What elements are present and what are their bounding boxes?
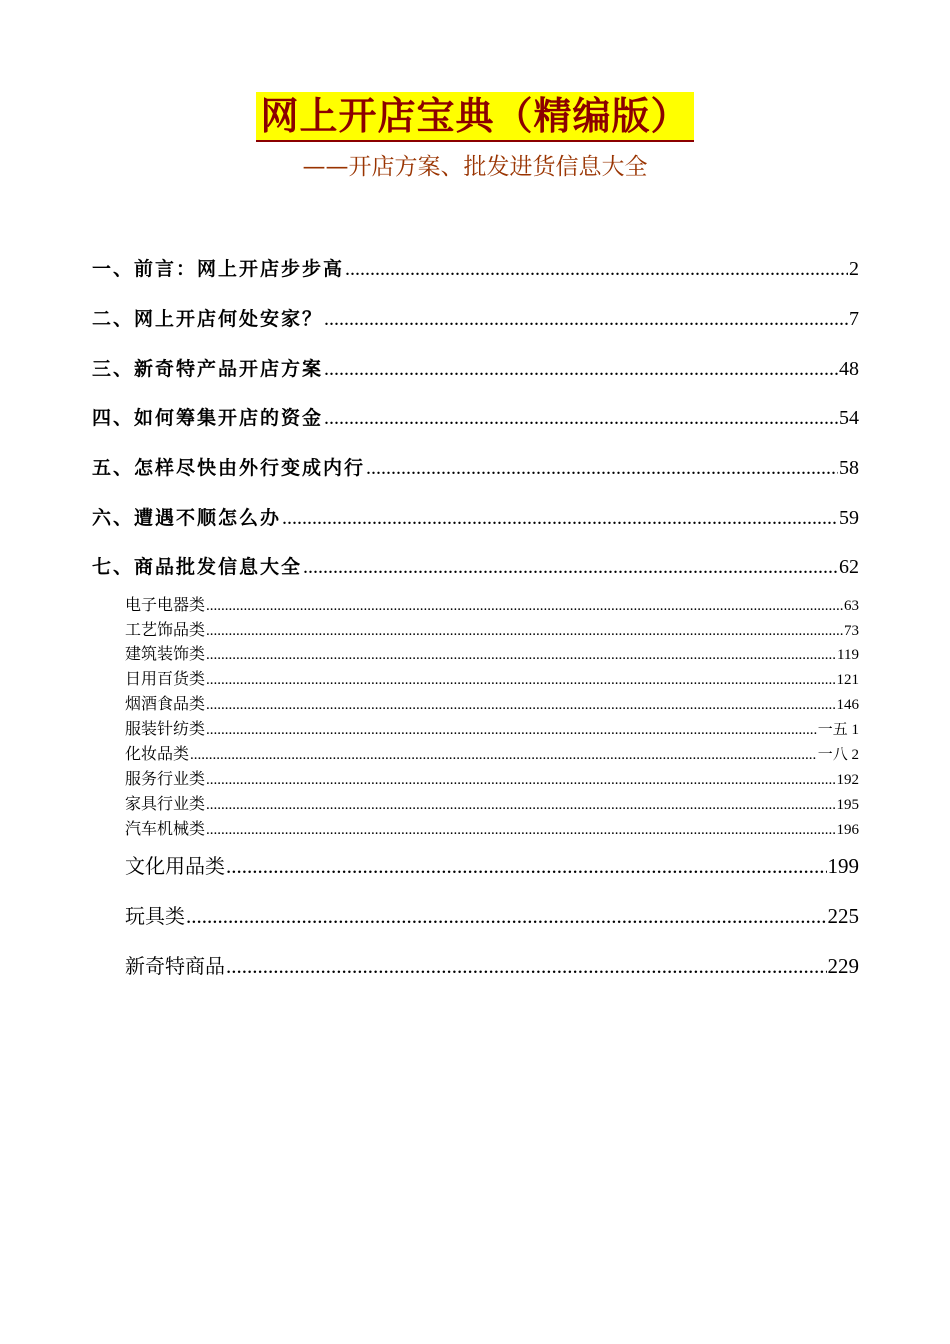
toc-entry[interactable]	[92, 254, 859, 281]
document-title: 网上开店宝典（精编版）	[256, 92, 693, 142]
toc-leader	[190, 747, 817, 764]
toc-subentry-label: 工艺饰品类	[125, 620, 206, 639]
toc-subentry-page: 195	[836, 797, 859, 813]
toc-subentry[interactable]	[125, 850, 859, 879]
document-subtitle: ——开店方案、批发进货信息大全	[302, 154, 648, 180]
toc-leader	[206, 672, 835, 689]
toc-subentry[interactable]	[125, 617, 859, 640]
toc-subentry-label: 新奇特商品	[125, 954, 225, 978]
toc-subentry-label: 玩具类	[125, 904, 185, 928]
toc-entry-label: 二、网上开店何处安家？	[92, 308, 324, 330]
toc-leader	[206, 647, 836, 664]
toc-entry-label: 六、遭遇不顺怎么办	[92, 507, 282, 529]
toc-entry-page: 7	[849, 308, 859, 330]
toc-leader	[226, 854, 827, 879]
toc-entry[interactable]	[92, 304, 859, 331]
toc-leader	[206, 722, 817, 739]
toc-subentry-page: 63	[844, 598, 859, 614]
toc-leader	[324, 308, 848, 331]
toc-subentry-label: 服务行业类	[125, 769, 206, 788]
title-container	[0, 92, 950, 142]
toc-entry-page: 54	[839, 407, 859, 429]
toc-subentry-label: 文化用品类	[125, 854, 225, 878]
toc-entry-page: 58	[839, 457, 859, 479]
toc-subentry-page: 119	[837, 647, 859, 663]
toc-entry[interactable]	[92, 403, 859, 430]
toc-subentry-page: 229	[827, 954, 859, 978]
toc-leader	[282, 507, 838, 530]
toc-entry-label: 三、新奇特产品开店方案	[92, 358, 324, 380]
toc-subentry-label: 烟酒食品类	[125, 694, 206, 713]
toc-subentry-page: 225	[827, 904, 859, 928]
toc-subentry-label: 日用百货类	[125, 669, 206, 688]
toc-subentry-page: 121	[836, 672, 859, 688]
toc-subentry-page: 192	[836, 772, 859, 788]
toc-entry[interactable]	[92, 453, 859, 480]
toc-subentry-page: 一八 2	[817, 747, 859, 763]
toc-entry-label: 七、商品批发信息大全	[92, 556, 303, 578]
toc-entry-page: 48	[839, 358, 859, 380]
toc-entry[interactable]	[92, 354, 859, 381]
toc-subentry-label: 建筑装饰类	[125, 644, 206, 663]
toc-subentry[interactable]	[125, 900, 859, 929]
toc-leader	[186, 904, 827, 929]
toc-subentry[interactable]	[125, 950, 859, 979]
toc-leader	[206, 772, 835, 789]
toc-subentry-label: 服装针纺类	[125, 719, 206, 738]
toc-subentry-label: 化妆品类	[125, 744, 190, 763]
toc-leader	[366, 457, 838, 480]
toc-subentry[interactable]	[125, 766, 859, 789]
toc-leader	[206, 797, 835, 814]
toc-entry-label: 四、如何筹集开店的资金	[92, 407, 324, 429]
toc-leader	[206, 623, 843, 640]
toc-subentry-label: 汽车机械类	[125, 819, 206, 838]
toc-leader	[226, 954, 827, 979]
toc-subentry[interactable]	[125, 791, 859, 814]
toc-subentry-page: 196	[836, 822, 859, 838]
toc-leader	[345, 258, 848, 281]
toc-entry-label: 五、怎样尽快由外行变成内行	[92, 457, 366, 479]
toc-entry[interactable]	[92, 552, 859, 579]
toc-subentry[interactable]	[125, 691, 859, 714]
toc-subentry[interactable]	[125, 666, 859, 689]
toc-subentry[interactable]	[125, 816, 859, 839]
toc-subentry-page: 73	[844, 623, 859, 639]
toc-leader	[303, 556, 838, 579]
toc-entry-page: 2	[849, 258, 859, 280]
toc-subentry-page: 199	[827, 854, 859, 878]
toc-leader	[324, 407, 838, 430]
toc-leader	[206, 697, 835, 714]
toc-subentry-label: 电子电器类	[125, 595, 206, 614]
toc-entry-label: 一、前言：网上开店步步高	[92, 258, 345, 280]
toc-subentry[interactable]	[125, 716, 859, 739]
toc-leader	[206, 822, 835, 839]
toc-entry-page: 62	[839, 556, 859, 578]
toc-subentry-label: 家具行业类	[125, 794, 206, 813]
toc-entry[interactable]	[92, 503, 859, 530]
toc-leader	[206, 598, 843, 615]
toc-subentry[interactable]	[125, 741, 859, 764]
toc-subentry[interactable]	[125, 641, 859, 664]
toc-subentry-page: 146	[836, 697, 859, 713]
toc-subentry-page: 一五 1	[817, 722, 859, 738]
toc-subentry[interactable]	[125, 592, 859, 615]
toc-entry-page: 59	[839, 507, 859, 529]
toc-leader	[324, 358, 838, 381]
